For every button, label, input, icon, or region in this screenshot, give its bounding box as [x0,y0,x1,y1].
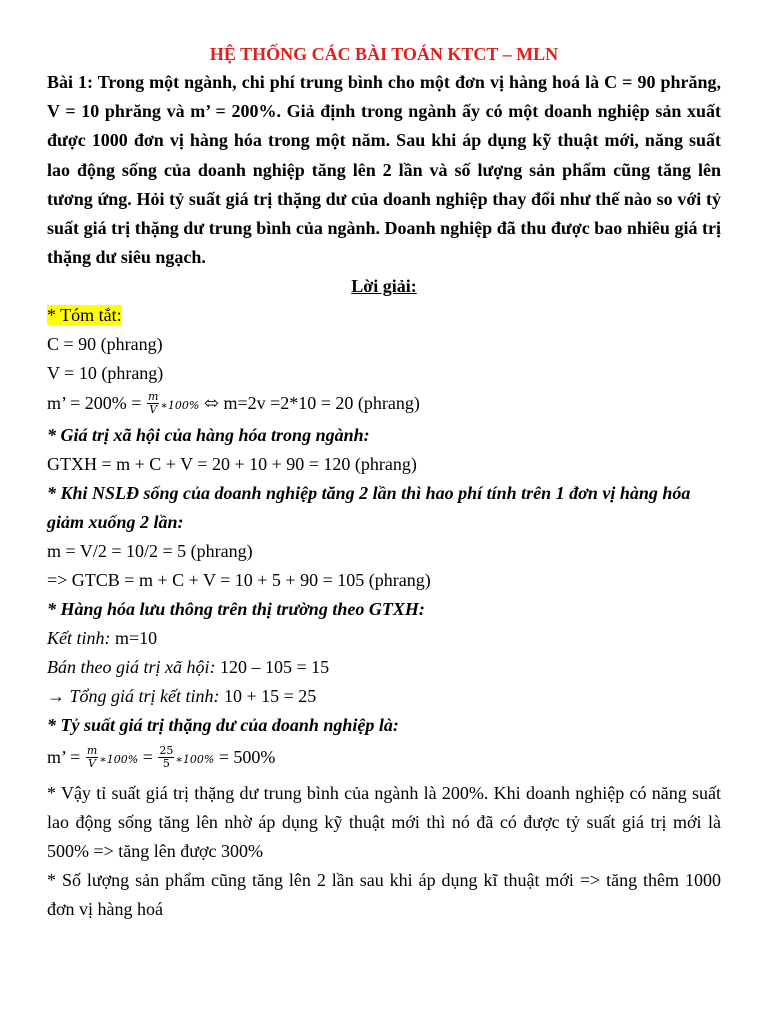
rate-heading: * Tỷ suất giá trị thặng dư của doanh nghiệp là: [47,715,399,736]
tong-label: Tổng giá trị kết tinh: [69,686,220,707]
productivity-heading: * Khi NSLĐ sống của doanh nghiệp tăng 2 lần thì hao phí tính trên 1 đơn vị hàng hóa giảm xuống 2 lần: [47,483,691,533]
m-prime-lhs: m’ = 200% = [47,393,142,414]
rate-fraction-5: 5 [162,756,170,770]
gtcb-line: => GTCB = m + C + V = 10 + 5 + 90 = 105 (phrang) [47,570,431,591]
solution-heading-text: Lời giải: [351,276,417,297]
summary-heading-line [47,301,721,330]
ket-tinh-value: m=10 [115,628,158,649]
ban-label: Bán theo giá trị xã hội: [47,657,216,678]
rate-fraction-denominator: V [88,756,96,770]
fraction-denominator: V [149,402,158,416]
summary-heading: * Tóm tắt: [47,305,122,326]
conclusion-paragraph-2: * Số lượng sản phẩm cũng tăng lên 2 lần sau khi áp dụng kĩ thuật mới => tăng thêm 1000 đơn vị hàng hoá [47,870,721,920]
tong-line [47,682,721,711]
equivalence-arrow-icon: ⬄ [203,393,219,414]
rate-fraction-25: 25 [159,743,174,757]
v-value-line: V = 10 (phrang) [47,363,164,384]
m-half-line: m = V/2 = 10/2 = 5 (phrang) [47,541,253,562]
conclusion-paragraph-1: * Vậy tỉ suất giá trị thặng dư trung bình của ngành là 200%. Khi doanh nghiệp có năng suất lao động sống tăng lên nhờ áp dụng kỹ thuật mới thì nó đã có được tỷ suất giá trị mới là 500% => tăng lên được 300% [47,783,721,862]
rate-times-100-b: ∗100% [175,753,215,767]
solution-heading [47,272,721,301]
ban-line [47,653,721,682]
social-value-heading: * Giá trị xã hội của hàng hóa trong ngành: [47,425,370,446]
m-prime-rhs: m=2v =2*10 = 20 (phrang) [223,393,420,414]
document-title: HỆ THỐNG CÁC BÀI TOÁN KTCT – MLN [209,44,559,64]
times-100-percent: ∗100% [160,399,200,413]
market-heading: * Hàng hóa lưu thông trên thị trường theo GTXH: [47,599,425,620]
problem-statement: Bài 1: Trong một ngành, chi phí trung bình cho một đơn vị hàng hoá là C = 90 phrăng, V = 10 phrăng và m’ = 200%. Giả định trong ngành ấy có một doanh nghiệp sản xuất được 1000 đơn vị hàng hóa trong một năm. Sau khi áp dụng kỹ thuật mới, năng suất lao động sống của doanh nghiệp tăng lên 2 lần và số lượng sản phẩm cũng tăng lên tương ứng. Hỏi tỷ suất giá trị thặng dư của doanh nghiệp thay đổi như thế nào so với tỷ suất giá trị thặng dư trung bình của ngành. Doanh nghiệp đã thu được bao nhiêu giá trị thặng dư siêu ngạch. [47,72,721,268]
ket-tinh-line [47,624,721,653]
m-over-v-fraction [147,391,159,416]
document-page [47,40,721,924]
tong-value: 10 + 15 = 25 [224,686,317,707]
m-prime-equation [47,388,721,421]
rate-equation [47,740,721,777]
ket-tinh-label: Kết tinh: [47,628,111,649]
rate-rhs: = 500% [218,747,276,768]
fraction-numerator: m [147,389,159,403]
rate-fraction-numerator: m [86,743,98,757]
rate-times-100-a: ∗100% [99,753,139,767]
rate-equals: = [142,747,153,768]
rate-m-over-v-fraction [86,745,98,770]
rate-25-over-5-fraction [158,745,174,770]
gtxh-line: GTXH = m + C + V = 20 + 10 + 90 = 120 (phrang) [47,454,417,475]
c-value-line: C = 90 (phrang) [47,334,163,355]
rate-lhs: m’ = [47,747,81,768]
ban-value: 120 – 105 = 15 [219,657,330,678]
right-arrow-icon: → [47,686,65,707]
